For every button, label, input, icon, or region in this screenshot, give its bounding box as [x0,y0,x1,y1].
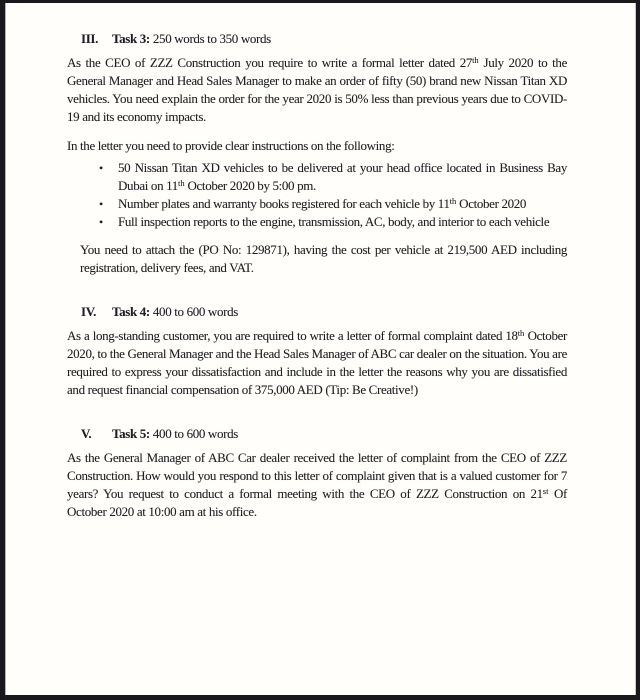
task-4-intro-paragraph: As a long-standing customer, you are required to write a letter of formal complaint dated 18th October 2020, to the General Manager and the Head Sales Manager of ABC car dealer on the situation. You are required to express your dissatisfaction and include in the letter the reasons why you are dissatisfied and request financial compensation of 375,000 AED (Tip: Be Creative!) [67,328,567,397]
task-3-instruction-list [67,159,567,231]
page-frame-top [0,0,640,3]
section-task-4 [67,303,567,399]
section-task-3 [67,30,567,277]
task-3-leadin-paragraph: In the letter you need to provide clear instructions on the following: [67,138,395,153]
task-5-numeral: V. [81,426,92,441]
section-task-5 [67,425,567,521]
task-3-heading [67,30,567,48]
list-item: • Full inspection reports to the engine, transmission, AC, body, and interior to each vehicle [118,213,567,231]
document-content [67,30,567,532]
task-3-intro-paragraph: As the CEO of ZZZ Construction you require to write a formal letter dated 27th July 2020 to the General Manager and Head Sales Manager to make an order of fifty (50) brand new Nissan Titan XD vehicles. You need explain the order for the year 2020 is 50% less than previous years due to COVID-19 and its economy impacts. [67,55,567,124]
page-frame-right [636,0,640,700]
list-item: • 50 Nissan Titan XD vehicles to be delivered at your head office located in Business Bay Dubai on 11th October 2020 by 5:00 pm. [118,159,567,195]
task-3-label: Task 3: [112,31,150,46]
task-5-label: Task 5: [112,426,150,441]
page-frame-bottom [0,695,640,700]
task-5-word-range: 400 to 600 words [152,426,238,441]
list-item: • Number plates and warranty books registered for each vehicle by 11th October 2020 [118,195,567,213]
task-3-word-range: 250 words to 350 words [152,31,271,46]
task-5-intro-paragraph: As the General Manager of ABC Car dealer received the letter of complaint from the CEO of ZZZ Construction. How would you respond to this letter of complaint given that is a valued customer for 7 years? You request to conduct a formal meeting with the CEO of ZZZ Construction on 21st Of October 2020 at 10:00 am at his office. [67,450,567,519]
task-4-numeral: IV. [81,304,96,319]
task-4-heading [67,303,567,321]
task-4-word-range: 400 to 600 words [152,304,238,319]
task-3-numeral: III. [81,31,99,46]
task-3-closing-paragraph: You need to attach the (PO No: 129871), having the cost per vehicle at 219,500 AED including registration, delivery fees, and VAT. [80,242,567,275]
page-frame-left [0,0,5,700]
task-4-label: Task 4: [112,304,150,319]
task-5-heading [67,425,567,443]
